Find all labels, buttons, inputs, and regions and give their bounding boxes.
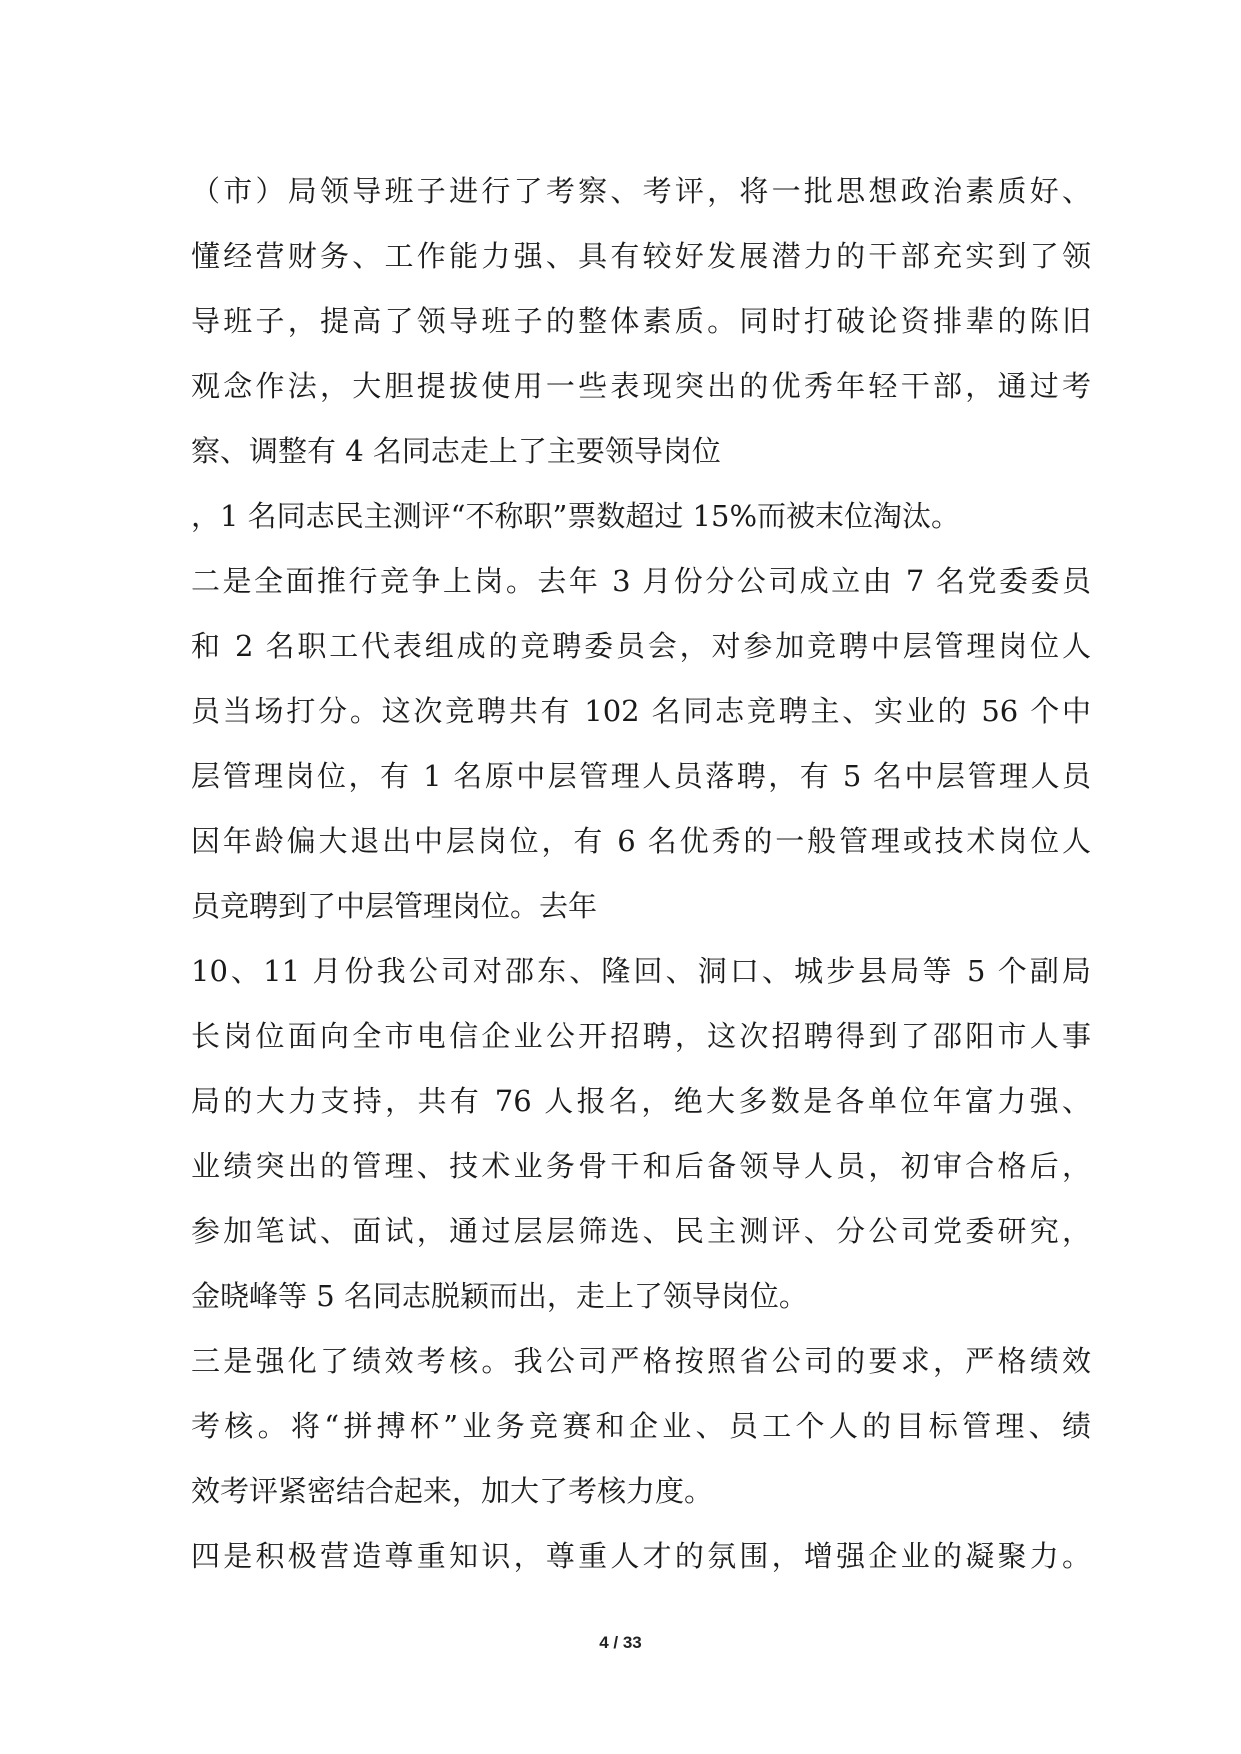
text-line: 金晓峰等 5 名同志脱颖而出，走上了领导岗位。 xyxy=(191,1279,808,1313)
text-line: 考核。将“拼搏杯”业务竞赛和企业、员工个人的目标管理、绩 xyxy=(191,1409,1091,1443)
text-line: 效考评紧密结合起来，加大了考核力度。 xyxy=(191,1474,714,1508)
text-line: 察、调整有 4 名同志走上了主要领导岗位 xyxy=(191,434,721,468)
page-number: 4 / 33 xyxy=(599,1633,642,1652)
text-line: 三是强化了绩效考核。我公司严格按照省公司的要求，严格绩效 xyxy=(191,1344,1091,1378)
text-line: 业绩突出的管理、技术业务骨干和后备领导人员，初审合格后， xyxy=(191,1149,1091,1183)
text-line: 观念作法，大胆提拔使用一些表现突出的优秀年轻干部，通过考 xyxy=(191,369,1091,403)
text-line: 局的大力支持，共有 76 人报名，绝大多数是各单位年富力强、 xyxy=(191,1084,1091,1118)
text-line: （市）局领导班子进行了考察、考评，将一批思想政治素质好、 xyxy=(191,174,1091,208)
text-line: 长岗位面向全市电信企业公开招聘，这次招聘得到了邵阳市人事 xyxy=(191,1019,1091,1053)
text-line: 和 2 名职工代表组成的竞聘委员会，对参加竞聘中层管理岗位人 xyxy=(191,629,1091,663)
text-line: 员竞聘到了中层管理岗位。去年 xyxy=(191,889,598,923)
text-line: 10、11 月份我公司对邵东、隆回、洞口、城步县局等 5 个副局 xyxy=(191,954,1091,988)
text-line: 因年龄偏大退出中层岗位，有 6 名优秀的一般管理或技术岗位人 xyxy=(191,824,1091,858)
text-line: 懂经营财务、工作能力强、具有较好发展潜力的干部充实到了领 xyxy=(191,239,1091,273)
text-line: 参加笔试、面试，通过层层筛选、民主测评、分公司党委研究， xyxy=(191,1214,1091,1248)
text-line: 二是全面推行竞争上岗。去年 3 月份分公司成立由 7 名党委委员 xyxy=(191,564,1091,598)
text-line: 导班子，提高了领导班子的整体素质。同时打破论资排辈的陈旧 xyxy=(191,304,1091,338)
document-body xyxy=(191,159,1091,1589)
text-line: 层管理岗位，有 1 名原中层管理人员落聘，有 5 名中层管理人员 xyxy=(191,759,1091,793)
text-line: 员当场打分。这次竞聘共有 102 名同志竞聘主、实业的 56 个中 xyxy=(191,694,1091,728)
text-line: ，1 名同志民主测评“不称职”票数超过 15%而被末位淘汰。 xyxy=(191,499,960,533)
text-line: 四是积极营造尊重知识，尊重人才的氛围，增强企业的凝聚力。 xyxy=(191,1539,1091,1573)
